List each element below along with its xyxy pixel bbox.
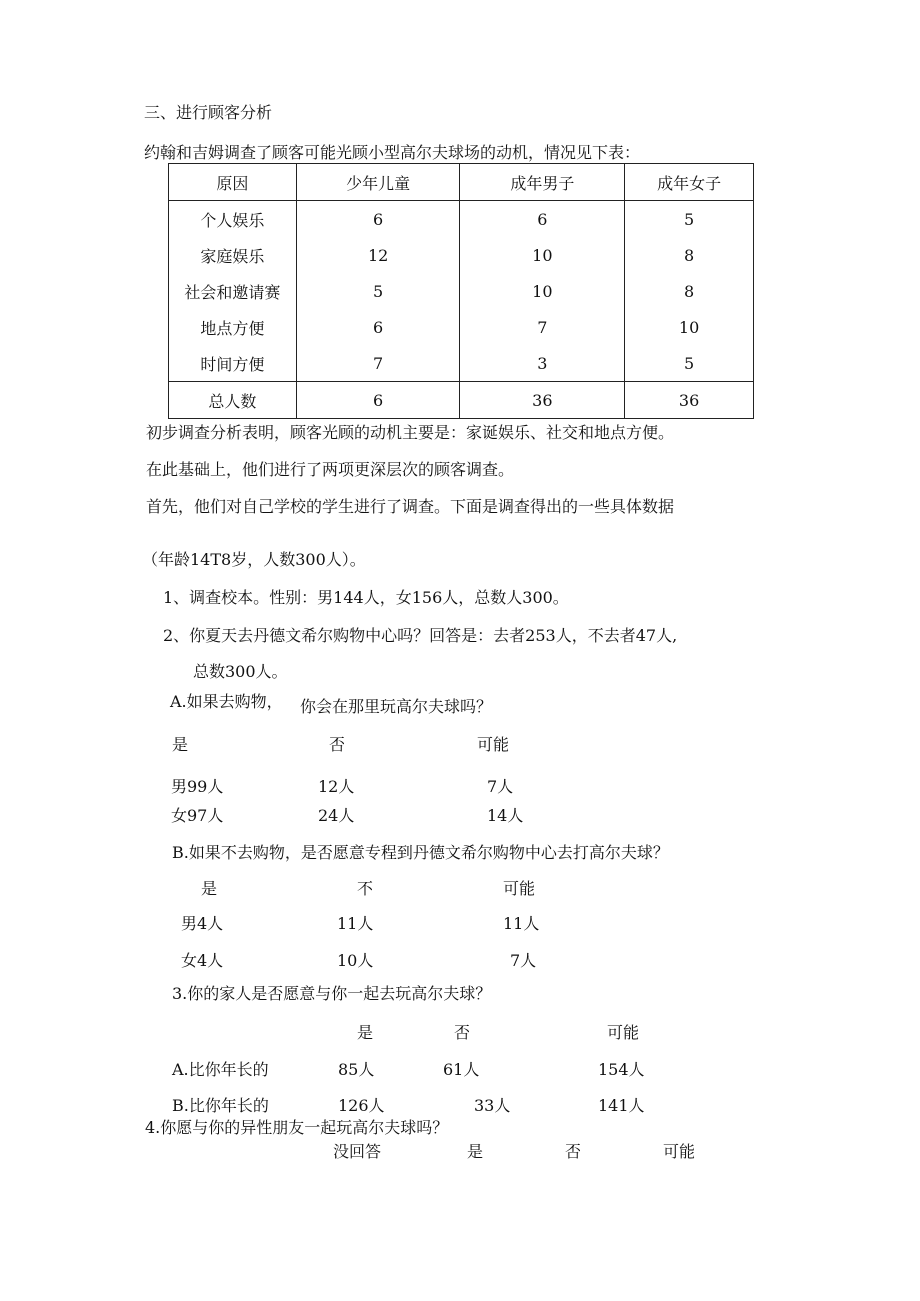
question-b-text: B.如果不去购物，是否愿意专程到丹德文希尔购物中心去打高尔夫球？ (172, 843, 669, 862)
header-cell: 成年女子 (625, 164, 754, 201)
table-cell: 社会和邀请赛 (169, 273, 297, 309)
q3-cell: 126人 (338, 1096, 385, 1115)
q3-header-yes: 是 (357, 1023, 374, 1042)
question-a-text: 你会在那里玩高尔夫球吗？ (300, 697, 493, 716)
item-2-line-2: 总数300人。 (193, 662, 288, 681)
table-row (169, 273, 754, 309)
header-cell: 成年男子 (460, 164, 625, 201)
table-total-row (169, 382, 754, 419)
table-header-row (169, 164, 754, 201)
table-cell: 12 (296, 237, 460, 273)
question-3-text: 3.你的家人是否愿意与你一起去玩高尔夫球？ (172, 984, 492, 1003)
question-4-text: 4.你愿与你的异性朋友一起玩高尔夫球吗？ (145, 1118, 449, 1137)
table-cell: 10 (625, 309, 754, 345)
qa-cell: 14人 (487, 806, 524, 825)
table-cell: 6 (460, 201, 625, 238)
qa-header-yes: 是 (172, 735, 189, 754)
paragraph-3: 首先，他们对自己学校的学生进行了调查。下面是调查得出的一些具体数据 (146, 497, 675, 516)
table-row (169, 345, 754, 382)
question-a-prefix: A.如果去购物， (170, 692, 283, 711)
table-cell: 5 (625, 345, 754, 382)
qa-cell: 24人 (318, 806, 355, 825)
qa-cell: 男99人 (171, 777, 224, 796)
table-cell: 5 (296, 273, 460, 309)
total-cell: 36 (460, 382, 625, 419)
qb-cell: 7人 (510, 951, 537, 970)
table-cell: 3 (460, 345, 625, 382)
total-cell: 6 (296, 382, 460, 419)
qb-header-maybe: 可能 (503, 879, 536, 898)
table-cell: 地点方便 (169, 309, 297, 345)
qa-header-maybe: 可能 (477, 735, 510, 754)
motive-table (168, 163, 754, 419)
table-cell: 5 (625, 201, 754, 238)
header-cell: 少年儿童 (296, 164, 460, 201)
qa-cell: 12人 (318, 777, 355, 796)
qb-cell: 10人 (337, 951, 374, 970)
table-cell: 8 (625, 273, 754, 309)
table-cell: 10 (460, 273, 625, 309)
table-cell: 家庭娱乐 (169, 237, 297, 273)
section-title: 三、进行顾客分析 (144, 103, 273, 122)
table-cell: 8 (625, 237, 754, 273)
paragraph-1: 初步调查分析表明，顾客光顾的动机主要是：家诞娱乐、社交和地点方便。 (146, 423, 675, 442)
q3-cell: B.比你年长的 (172, 1096, 269, 1115)
q3-cell: 85人 (338, 1060, 375, 1079)
qb-cell: 女4人 (181, 951, 224, 970)
qb-cell: 11人 (503, 914, 540, 933)
table-cell: 10 (460, 237, 625, 273)
qb-cell: 11人 (337, 914, 374, 933)
total-cell: 36 (625, 382, 754, 419)
table-row (169, 237, 754, 273)
item-2-line-1: 2、你夏天去丹德文希尔购物中心吗？回答是：去者253人，不去者47人, (163, 626, 678, 645)
qa-header-no: 否 (329, 735, 346, 754)
q3-cell: A.比你年长的 (172, 1060, 269, 1079)
qa-cell: 女97人 (171, 806, 224, 825)
intro-text: 约翰和吉姆调查了顾客可能光顾小型高尔夫球场的动机，情况见下表： (144, 143, 641, 162)
table-row (169, 309, 754, 345)
q3-header-maybe: 可能 (607, 1023, 640, 1042)
qb-header-no: 不 (357, 879, 374, 898)
table-cell: 6 (296, 201, 460, 238)
qa-cell: 7人 (487, 777, 514, 796)
header-cell: 原因 (169, 164, 297, 201)
q4-header-yes: 是 (467, 1142, 484, 1161)
item-1: 1、调查校本。性别：男144人，女156人，总数人300。 (163, 588, 569, 607)
table-cell: 个人娱乐 (169, 201, 297, 238)
q3-cell: 61人 (443, 1060, 480, 1079)
qb-cell: 男4人 (181, 914, 224, 933)
q4-header-no-answer: 没回答 (333, 1142, 382, 1161)
q3-cell: 141人 (598, 1096, 645, 1115)
table-cell: 7 (460, 309, 625, 345)
table-cell: 6 (296, 309, 460, 345)
q4-header-maybe: 可能 (663, 1142, 696, 1161)
q3-header-no: 否 (454, 1023, 471, 1042)
paragraph-4: （年龄14T8岁，人数300人）。 (142, 550, 366, 569)
total-cell: 总人数 (169, 382, 297, 419)
table-cell: 7 (296, 345, 460, 382)
table-row (169, 201, 754, 238)
paragraph-2: 在此基础上，他们进行了两项更深层次的顾客调查。 (146, 460, 515, 479)
q3-cell: 33人 (474, 1096, 511, 1115)
table-cell: 时间方便 (169, 345, 297, 382)
qb-header-yes: 是 (201, 879, 218, 898)
q4-header-no: 否 (565, 1142, 582, 1161)
q3-cell: 154人 (598, 1060, 645, 1079)
